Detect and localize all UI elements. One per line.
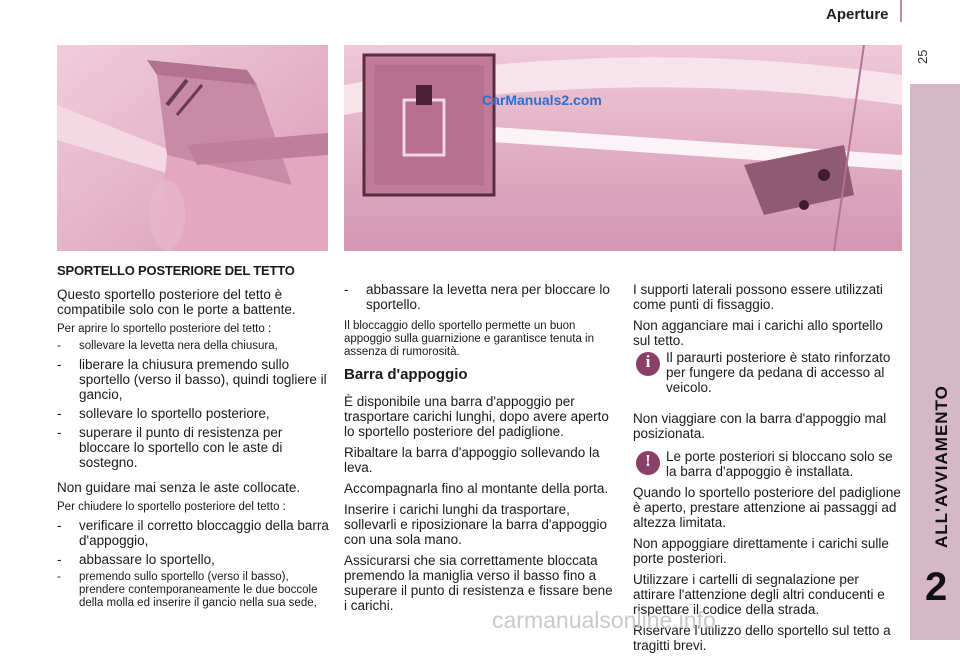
section-title: Aperture bbox=[826, 6, 889, 23]
header-divider bbox=[900, 0, 902, 22]
section-heading: SPORTELLO POSTERIORE DEL TETTO bbox=[57, 263, 295, 278]
intro-text: Questo sportello posteriore del tetto è compatibile solo con le porte a battente. bbox=[57, 287, 296, 317]
photo-watermark: CarManuals2.com bbox=[482, 92, 602, 108]
paragraph: Riservare l'utilizzo dello sportello sul tetto a tragitti brevi. bbox=[633, 623, 891, 653]
chapter-side-tab bbox=[910, 84, 960, 640]
lock-note: Il bloccaggio dello sportello permette un buon appoggio sulla guarnizione e garantisce tenuta in assenza di rumorosità. bbox=[344, 320, 594, 358]
chapter-label: ALL'AVVIAMENTO bbox=[932, 385, 951, 548]
paragraph: Inserire i carichi lunghi da trasportare, sollevarli e riposizionare la barra d'appoggio con una sola mano. bbox=[344, 502, 607, 547]
column-2 bbox=[344, 282, 616, 619]
paragraph: Utilizzare i cartelli di segnalazione per attirare l'attenzione degli altri conducenti e rispettare il codice della strada. bbox=[633, 572, 885, 617]
warning-text: Non guidare mai senza le aste collocate. bbox=[57, 480, 301, 495]
paragraph: Non viaggiare con la barra d'appoggio mal posizionata. bbox=[633, 411, 887, 441]
site-watermark: carmanualsonline.info bbox=[492, 607, 716, 633]
list-item: - abbassare lo sportello, bbox=[57, 552, 215, 567]
page-number: 25 bbox=[915, 49, 930, 64]
paragraph: Non appoggiare direttamente i carichi sulle porte posteriori. bbox=[633, 536, 889, 566]
list-item: - premendo sullo sportello (verso il basso), prendere contemporaneamente le due boccole della molla ed inserire il gancio nella sua sede, bbox=[57, 571, 318, 609]
list-item: - liberare la chiusura premendo sullo sportello (verso il basso), quindi togliere il gancio, bbox=[57, 357, 327, 402]
bar-heading: Barra d'appoggio bbox=[344, 366, 468, 383]
chapter-number: 2 bbox=[925, 565, 948, 609]
info-icon: i bbox=[636, 352, 660, 376]
close-lead: Per chiudere lo sportello posteriore del tetto : bbox=[57, 501, 286, 513]
roof-bar-photo bbox=[344, 45, 902, 251]
list-item: - sollevare lo sportello posteriore, bbox=[57, 406, 270, 421]
paragraph: Non agganciare mai i carichi allo sportello sul tetto. bbox=[633, 318, 883, 348]
warning-notice: ! Le porte posteriori si bloccano solo se la barra d'appoggio è installata. bbox=[633, 449, 901, 479]
paragraph: Assicurarsi che sia correttamente bloccata premendo la maniglia verso il basso fino a superare il punto di resistenza e fissare bene i carichi. bbox=[344, 553, 613, 613]
column-3 bbox=[633, 282, 901, 659]
column-1 bbox=[57, 263, 329, 614]
open-lead: Per aprire lo sportello posteriore del tetto : bbox=[57, 323, 272, 335]
info-notice: i Il paraurti posteriore è stato rinforzato per fungere da pedana di accesso al veicolo. bbox=[633, 350, 901, 395]
paragraph: Accompagnarla fino al montante della porta. bbox=[344, 481, 609, 496]
list-item: - superare il punto di resistenza per bloccare lo sportello con le aste di sostegno. bbox=[57, 425, 283, 470]
warning-icon: ! bbox=[636, 451, 660, 475]
paragraph: È disponibile una barra d'appoggio per trasportare carichi lunghi, dopo avere aperto lo sportello posteriore del padiglione. bbox=[344, 394, 609, 439]
roof-flap-photo bbox=[57, 45, 328, 251]
list-item: - abbassare la levetta nera per bloccare lo sportello. bbox=[344, 282, 610, 312]
paragraph: I supporti laterali possono essere utilizzati come punti di fissaggio. bbox=[633, 282, 883, 312]
list-item: - verificare il corretto bloccaggio della barra d'appoggio, bbox=[57, 518, 329, 548]
list-item: - sollevare la levetta nera della chiusura, bbox=[57, 340, 278, 352]
paragraph: Quando lo sportello posteriore del padiglione è aperto, prestare attenzione ai passaggi ad altezza limitata. bbox=[633, 485, 901, 530]
paragraph: Ribaltare la barra d'appoggio sollevando la leva. bbox=[344, 445, 600, 475]
